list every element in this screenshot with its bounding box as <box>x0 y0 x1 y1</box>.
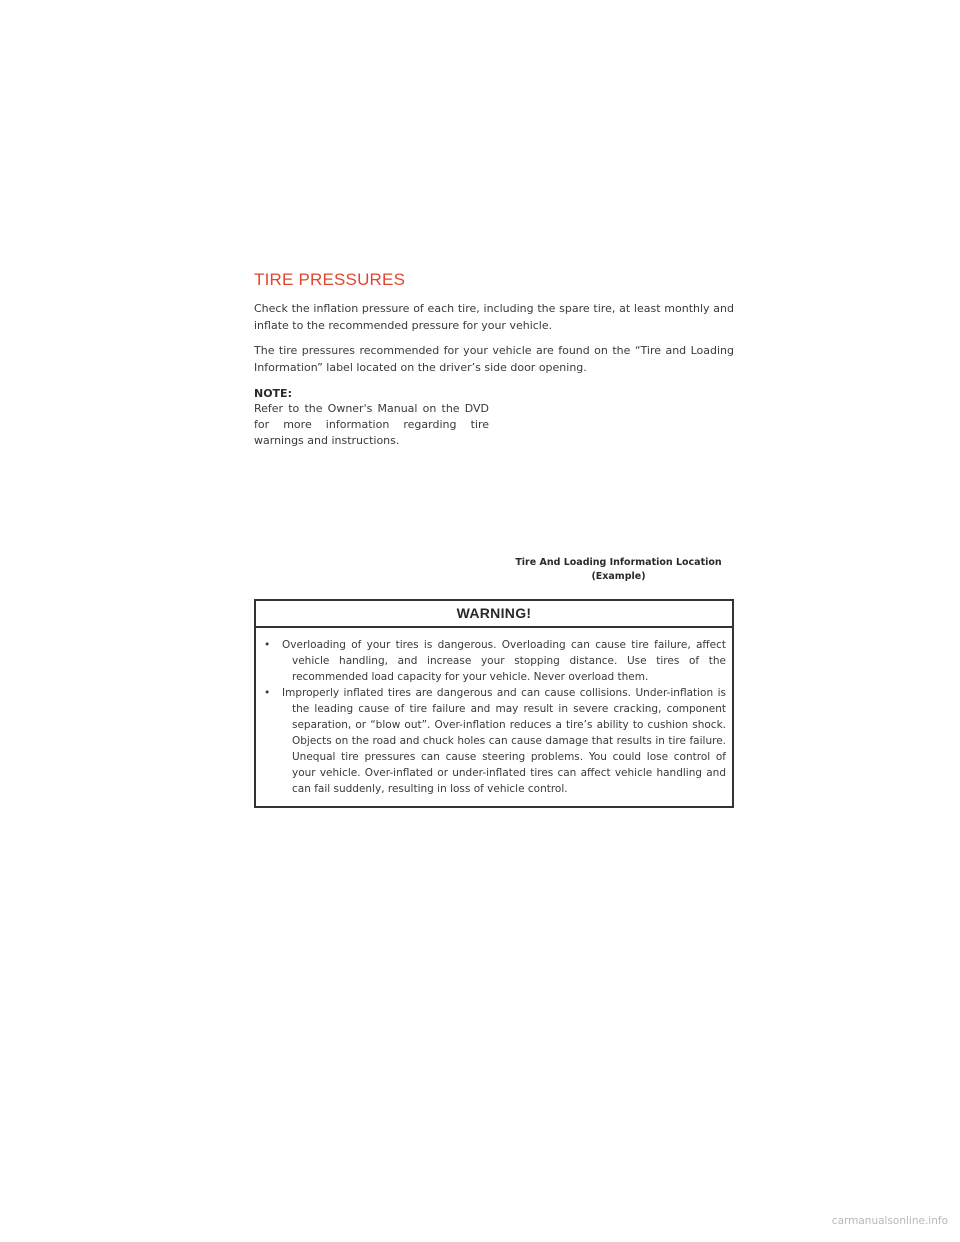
footer-watermark: carmanualsonline.info <box>831 1215 948 1227</box>
paragraph-inflation-check: Check the inflation pressure of each tire, including the spare tire, at least monthly and inflate to the recommended pressure for your vehicle. <box>254 302 734 332</box>
note-label: NOTE: <box>254 387 292 400</box>
warning-item-text: Overloading of your tires is dangerous. Overloading can cause tire failure, affect vehicle handling, and increase your stopping distance. Use tires of the recommended load capacity for your vehicle. Never overload them. <box>282 639 726 683</box>
warning-item-overloading <box>264 637 726 685</box>
warning-box <box>254 599 734 808</box>
warning-title: WARNING! <box>256 601 732 628</box>
warning-item-text: Improperly inflated tires are dangerous and can cause collisions. Under-inflation is the leading cause of tire failure and may result in severe cracking, component separation, or “blow out”. Over-inflation reduces a tire’s ability to cushion shock. Objects on the road and chuck holes can cause damage that results in tire failure. Unequal tire pressures can cause steering problems. You could lose control of your vehicle. Over-inflated or under-inflated tires can affect vehicle handling and can fail suddenly, resulting in loss of vehicle control. <box>282 687 726 795</box>
figure-caption: Tire And Loading Information Location (Example) <box>515 557 722 582</box>
warning-item-inflation <box>264 685 726 797</box>
note-text: Refer to the Owner's Manual on the DVD for more information regarding tire warnings and instructions. <box>254 402 489 447</box>
section-heading: TIRE PRESSURES <box>254 270 406 289</box>
warning-list <box>256 628 732 797</box>
bullet-icon: • <box>264 639 271 651</box>
paragraph-pressure-label: The tire pressures recommended for your vehicle are found on the “Tire and Loading Information” label located on the driver’s side door opening. <box>254 344 734 374</box>
bullet-icon: • <box>264 687 271 699</box>
